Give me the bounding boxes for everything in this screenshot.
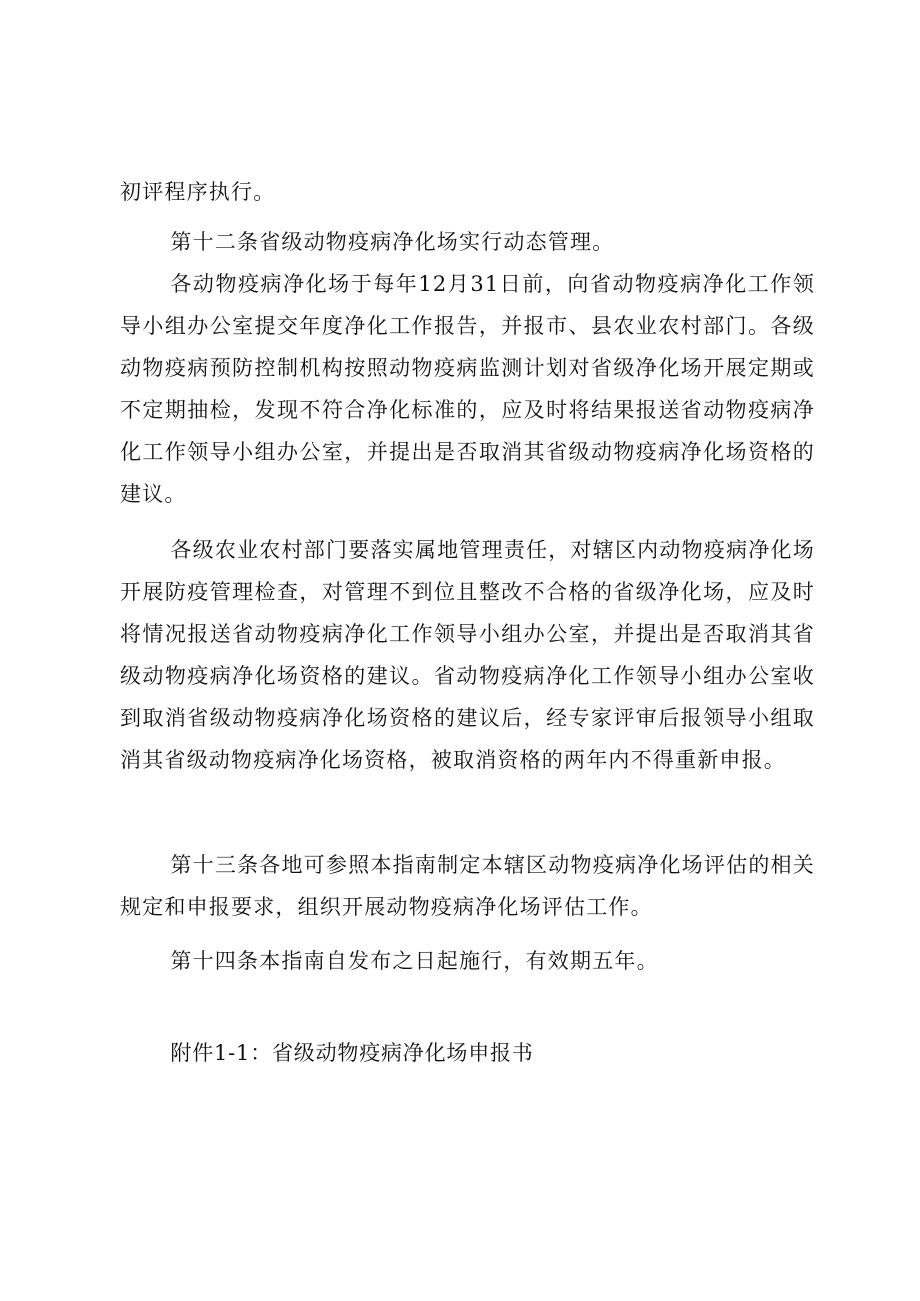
paragraph-continuation: 初评程序执行。 [120, 180, 276, 204]
article-12-heading: 第十二条省级动物疫病净化场实行动态管理。 [170, 230, 615, 254]
article-13: 第十三条各地可参照本指南制定本辖区动物疫病净化场评估的相关规定和申报要求，组织开展动物疫病净化场评估工作。 [120, 853, 815, 919]
paragraph-local-management: 各级农业农村部门要落实属地管理责任，对辖区内动物疫病净化场开展防疫管理检查，对管理不到位且整改不合格的省级净化场，应及时将情况报送省动物疫病净化工作领导小组办公室，并提出是否取消其省级动物疫病净化场资格的建议。省动物疫病净化工作领导小组办公室收到取消省级动物疫病净化场资格的建议后，经专家评审后报领导小组取消其省级动物疫病净化场资格，被取消资格的两年内不得重新申报。 [120, 538, 815, 772]
attachment-reference: 附件1-1：省级动物疫病净化场申报书 [170, 1041, 534, 1065]
paragraph-annual-report: 各动物疫病净化场于每年12月31日前，向省动物疫病净化工作领导小组办公室提交年度净化工作报告，并报市、县农业农村部门。各级动物疫病预防控制机构按照动物疫病监测计划对省级净化场开展定期或不定期抽检，发现不符合净化标准的，应及时将结果报送省动物疫病净化工作领导小组办公室，并提出是否取消其省级动物疫病净化场资格的建议。 [120, 272, 815, 506]
article-14: 第十四条本指南自发布之日起施行，有效期五年。 [170, 949, 659, 973]
